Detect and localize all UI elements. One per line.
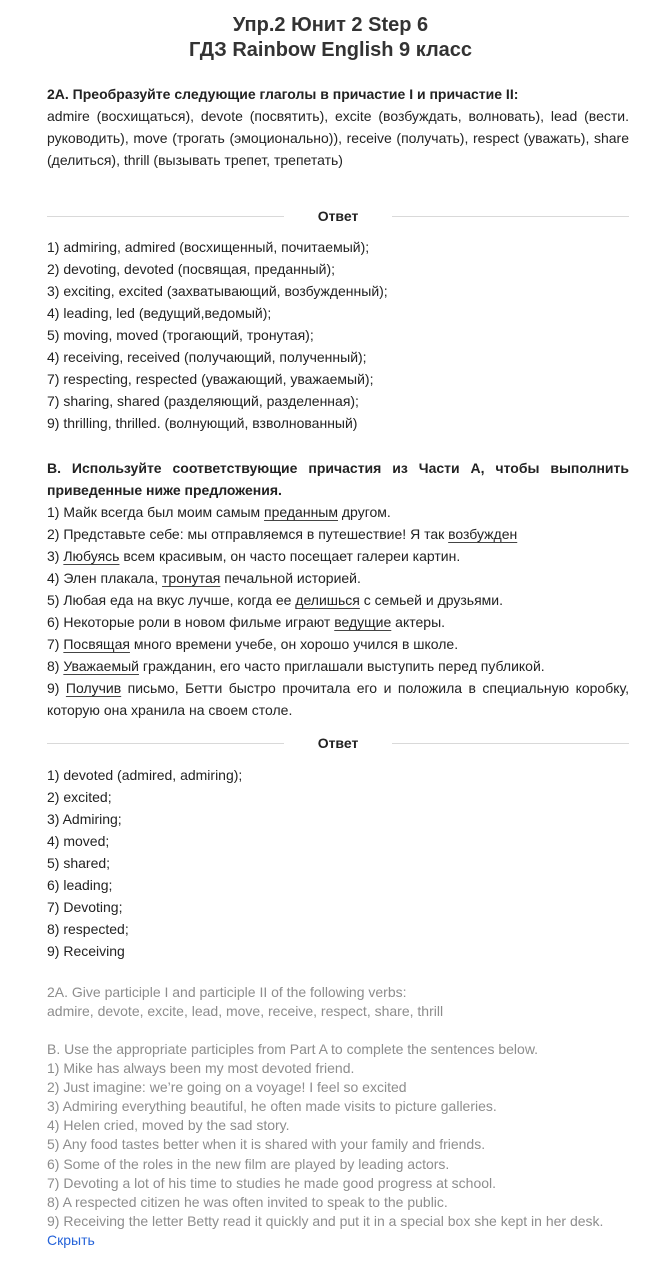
sentence-text: 7): [47, 636, 64, 652]
list-item: 7) Devoting;: [47, 899, 123, 915]
list-item: 4) leading, led (ведущий,ведомый);: [47, 305, 272, 321]
divider-line: [47, 216, 284, 217]
answer-a-list: [47, 236, 637, 434]
underlined-participle: тронутая: [162, 570, 221, 586]
sentence-text: 1) Майк всегда был моим самым: [47, 504, 265, 520]
list-item: 4) moved;: [47, 833, 110, 849]
sentence-item: [47, 545, 637, 567]
sentence-item: [47, 655, 637, 677]
sentence-text: 2) Представьте себе: мы отправляемся в путешествие! Я так: [47, 526, 449, 542]
underlined-participle: ведущие: [334, 614, 392, 630]
sentence-item: [47, 677, 629, 721]
list-item: 9) thrilling, thrilled. (волнующий, взволнованный): [47, 415, 358, 431]
sentence-text: печальной историей.: [220, 570, 361, 586]
english-line: 8) A respected citizen he was often invited to speak to the public.: [47, 1193, 448, 1210]
english-line: B. Use the appropriate participles from Part A to complete the sentences below.: [47, 1041, 539, 1057]
list-item: 2) devoting, devoted (посвящая, преданный);: [47, 261, 336, 277]
sentence-item: [47, 523, 637, 545]
answer-divider-b: [47, 733, 629, 753]
english-line: 1) Mike has always been my most devoted friend.: [47, 1060, 355, 1077]
english-verbs: admire, devote, excite, lead, move, receive, respect, share, thrill: [47, 1003, 444, 1020]
sentence-text: гражданин, его часто приглашали выступить перед публикой.: [138, 658, 545, 674]
sentence-text: другом.: [338, 504, 391, 520]
english-task-b: [47, 1040, 637, 1231]
task-b-heading: B. Используйте соответствующие причастия из Части A, чтобы выполнить приведенные ниже предложения.: [47, 460, 629, 498]
divider-line: [392, 743, 629, 744]
english-line: 7) Devoting a lot of his time to studies he made good progress at school.: [47, 1174, 497, 1191]
sentence-text: письмо, Бетти быстро прочитала его и положила в специальную коробку, которую она хранила на своем столе.: [47, 680, 629, 718]
list-item: 7) respecting, respected (уважающий, уважаемый);: [47, 371, 374, 387]
task-a-heading: 2A. Преобразуйте следующие глаголы в причастие I и причастие II:: [47, 86, 519, 102]
answer-b-list: [47, 764, 637, 962]
page-title: Упр.2 Юнит 2 Step 6: [232, 14, 429, 36]
list-item: 8) respected;: [47, 921, 129, 937]
sentence-item: [47, 589, 637, 611]
sentence-text: 4) Элен плакала,: [47, 570, 163, 586]
list-item: 5) shared;: [47, 855, 111, 871]
sentence-text: 6) Некоторые роли в новом фильме играют: [47, 614, 335, 630]
underlined-participle: делишься: [295, 592, 360, 608]
english-line: 3) Admiring everything beautiful, he often made visits to picture galleries.: [47, 1098, 497, 1115]
answer-label: Ответ: [317, 735, 359, 751]
page-subtitle: ГДЗ Rainbow English 9 класс: [188, 39, 473, 61]
english-line: 5) Any food tastes better when it is shared with your family and friends.: [47, 1136, 486, 1153]
list-item: 1) admiring, admired (восхищенный, почитаемый);: [47, 239, 370, 255]
sentence-text: всем красивым, он часто посещает галереи картин.: [119, 548, 461, 564]
english-line: 4) Helen cried, moved by the sad story.: [47, 1117, 290, 1134]
list-item: 3) Admiring;: [47, 811, 122, 827]
sentence-text: актеры.: [391, 614, 446, 630]
sentence-text: 8): [47, 658, 64, 674]
english-task-a: [47, 983, 637, 1021]
sentence-text: с семьей и друзьями.: [359, 592, 503, 608]
sentence-text: 9): [47, 680, 66, 696]
underlined-participle: возбужден: [448, 526, 518, 542]
underlined-participle: Посвящая: [63, 636, 130, 652]
list-item: 6) leading;: [47, 877, 113, 893]
sentence-item: [47, 501, 637, 523]
underlined-participle: Уважаемый: [63, 658, 139, 674]
english-line: 6) Some of the roles in the new film are played by leading actors.: [47, 1155, 450, 1172]
list-item: 1) devoted (admired, admiring);: [47, 767, 243, 783]
divider-line: [47, 743, 284, 744]
answer-label: Ответ: [317, 208, 359, 224]
task-a-verbs: admire (восхищаться), devote (посвятить), excite (возбуждать, волновать), lead (вести. руководить), move (трогать (эмоционально)), receive (получать), respect (уважать), share (делиться), thrill (вызывать трепет, трепетать): [47, 108, 629, 168]
list-item: 2) excited;: [47, 789, 112, 805]
list-item: 4) receiving, received (получающий, полученный);: [47, 349, 367, 365]
underlined-participle: Получив: [65, 680, 122, 696]
sentence-item: [47, 611, 637, 633]
sentence-text: 3): [47, 548, 64, 564]
sentence-item: [47, 567, 637, 589]
sentence-text: 5) Любая еда на вкус лучше, когда ее: [47, 592, 296, 608]
divider-line: [392, 216, 629, 217]
list-item: 7) sharing, shared (разделяющий, разделенная);: [47, 393, 359, 409]
english-line: 2) Just imagine: we’re going on a voyage! I feel so excited: [47, 1079, 407, 1096]
answer-divider-a: [47, 206, 629, 226]
hide-link[interactable]: Скрыть: [47, 1232, 95, 1248]
list-item: 5) moving, moved (трогающий, тронутая);: [47, 327, 314, 343]
sentence-text: много времени учебе, он хорошо учился в школе.: [129, 636, 459, 652]
list-item: 3) exciting, excited (захватывающий, возбужденный);: [47, 283, 388, 299]
english-line: 9) Receiving the letter Betty read it quickly and put it in a special box she kept in her desk.: [47, 1212, 604, 1229]
task-b-sentences: [47, 501, 637, 677]
underlined-participle: преданным: [264, 504, 338, 520]
sentence-item: [47, 633, 637, 655]
english-heading: 2A. Give participle I and participle II of the following verbs:: [47, 984, 407, 1000]
underlined-participle: Любуясь: [63, 548, 120, 564]
list-item: 9) Receiving: [47, 943, 125, 959]
